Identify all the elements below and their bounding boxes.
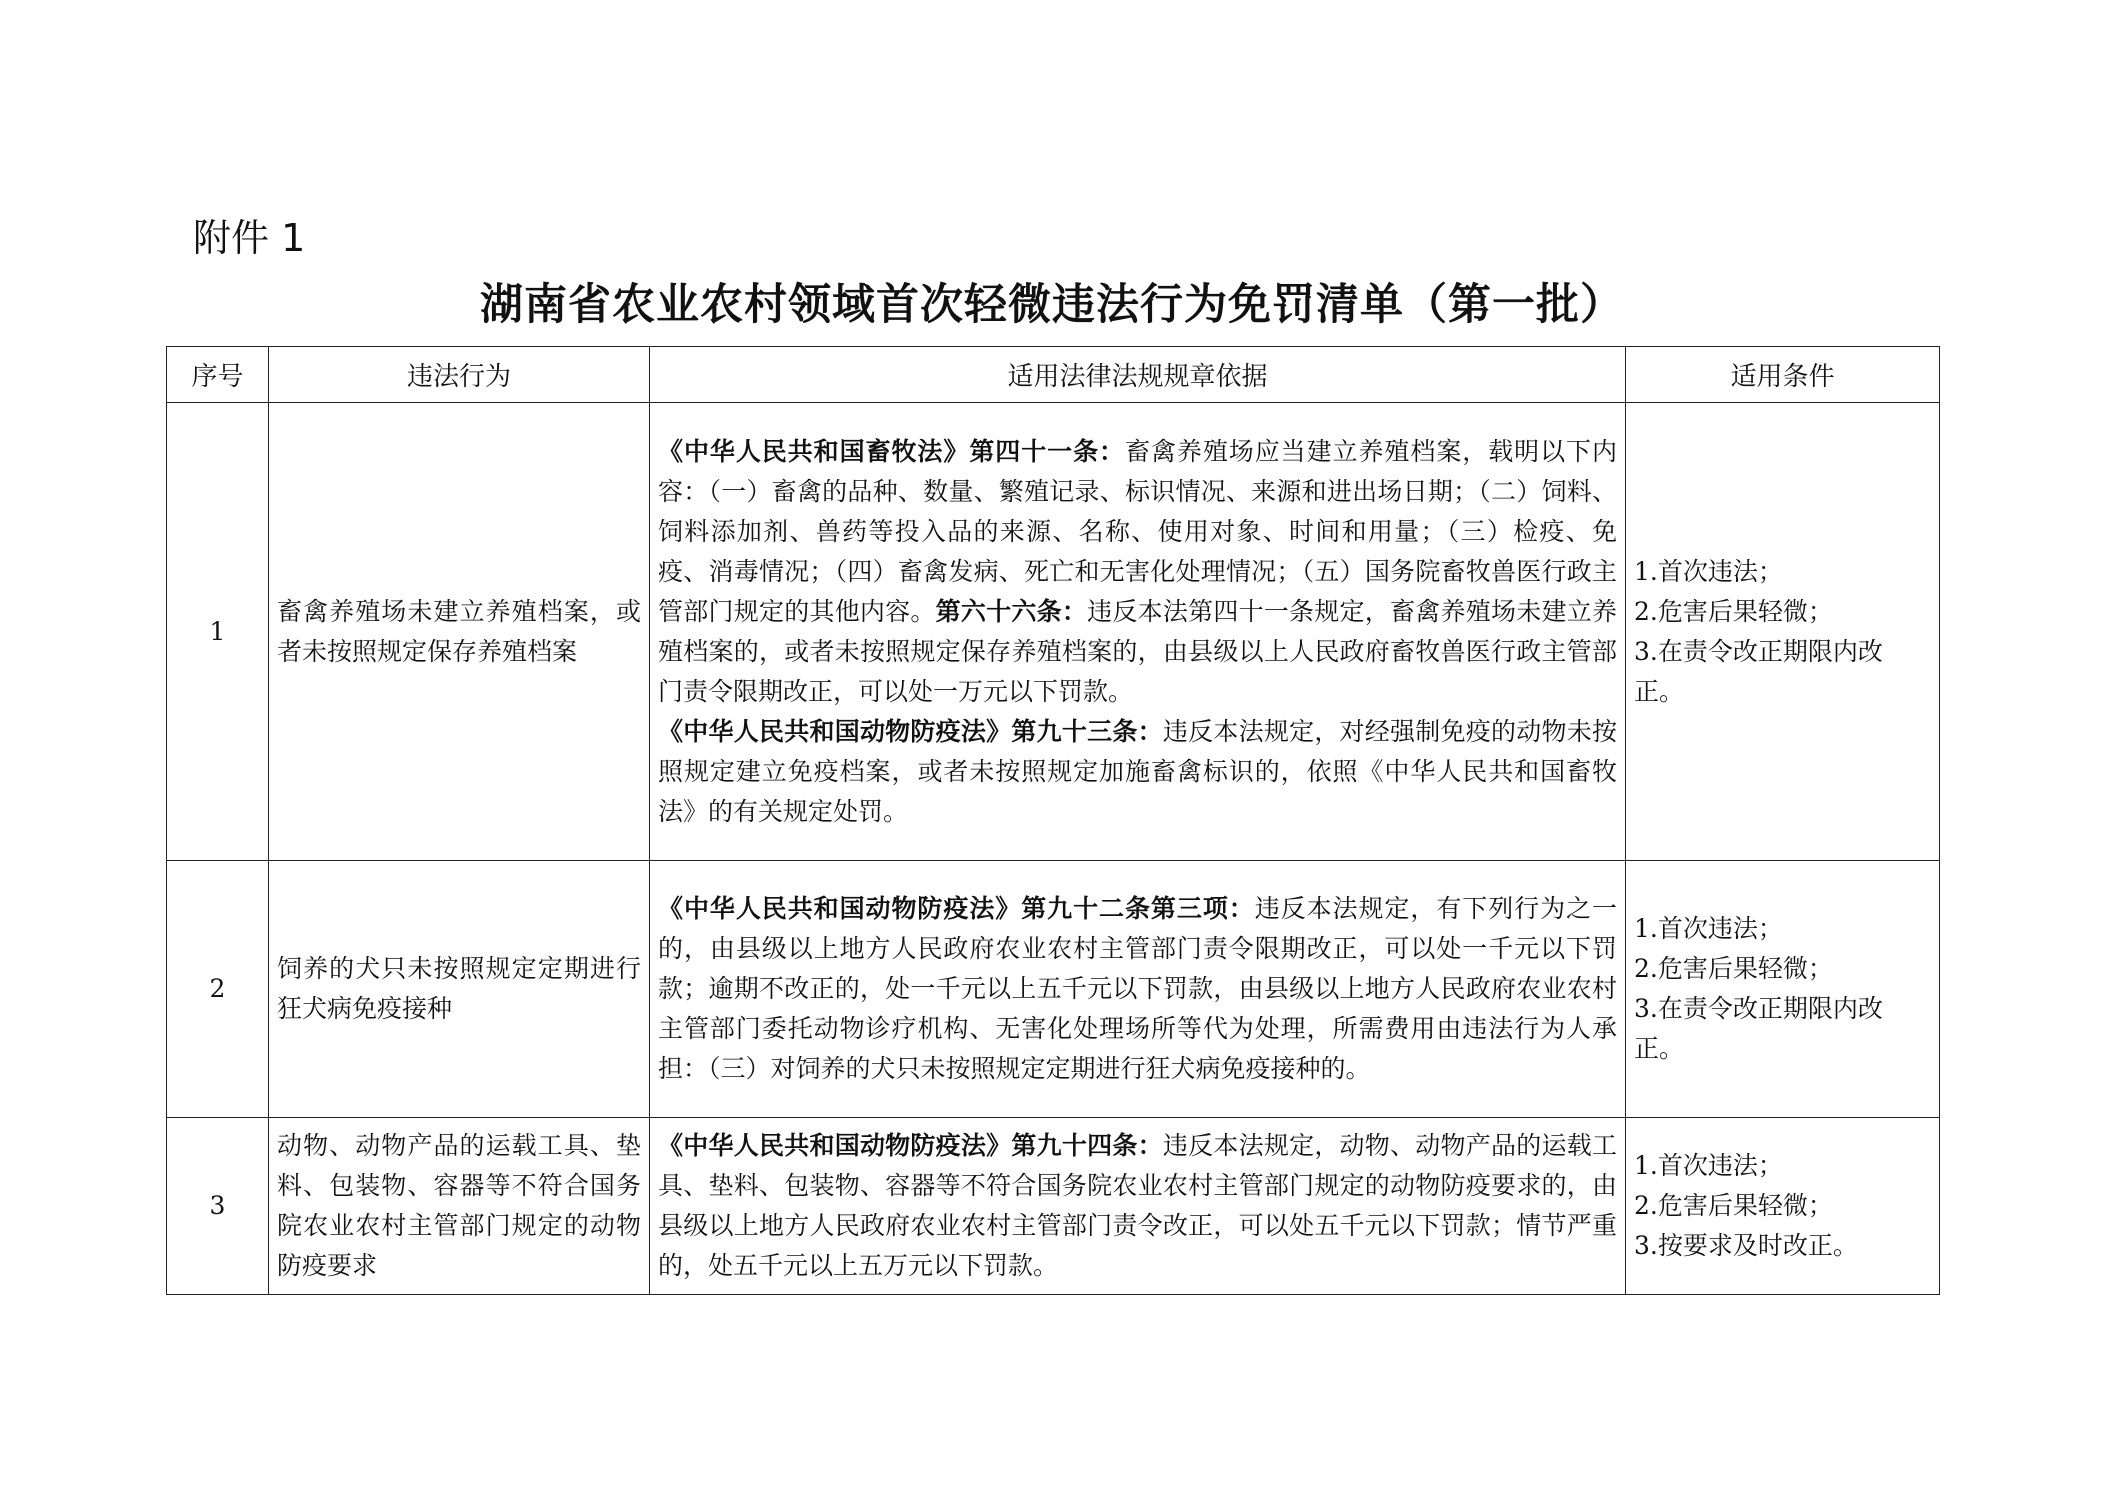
condition-item: 2.危害后果轻微； xyxy=(1634,1191,1833,1220)
basis-citation: 《中华人民共和国动物防疫法》第九十四条： xyxy=(658,1131,1163,1160)
basis-paragraph xyxy=(658,889,1617,1089)
condition-item: 3.按要求及时改正。 xyxy=(1634,1231,1858,1260)
basis-text: 违反本法规定，对经强制免疫的动物未按照规定建立免疫档案，或者未按照规定加施畜禽标识的，依照《中华人民共和国畜牧法》的有关规定处罚。 xyxy=(658,716,1617,826)
attachment-label: 附件 1 xyxy=(193,216,306,260)
condition-item: 3.在责令改正期限内改正。 xyxy=(1634,636,1883,706)
basis-paragraph xyxy=(658,1126,1617,1286)
column-header-basis: 适用法律法规规章依据 xyxy=(650,347,1626,403)
condition-item: 2.危害后果轻微； xyxy=(1634,954,1833,983)
column-header-conditions: 适用条件 xyxy=(1626,347,1940,403)
row-act: 饲养的犬只未按照规定定期进行狂犬病免疫接种 xyxy=(269,861,650,1118)
condition-item: 1.首次违法； xyxy=(1634,1151,1783,1180)
condition-item: 1.首次违法； xyxy=(1634,556,1783,586)
basis-citation: 第六十六条： xyxy=(935,596,1088,626)
basis-citation: 《中华人民共和国畜牧法》第四十一条： xyxy=(658,436,1125,466)
basis-text: 违反本法规定，有下列行为之一的，由县级以上地方人民政府农业农村主管部门责令限期改正，可以处一千元以下罚款；逾期不改正的，处一千元以上五千元以下罚款，由县级以上地方人民政府农业农村主管部门委托动物诊疗机构、无害化处理场所等代为处理，所需费用由违法行为人承担：（三）对饲养的犬只未按照规定定期进行狂犬病免疫接种的。 xyxy=(658,894,1617,1083)
table-row xyxy=(167,861,1940,1118)
basis-paragraph xyxy=(658,712,1617,832)
basis-text: 畜禽养殖场应当建立养殖档案，载明以下内容：（一）畜禽的品种、数量、繁殖记录、标识情况、来源和进出场日期；（二）饲料、饲料添加剂、兽药等投入品的来源、名称、使用对象、时间和用量；（三）检疫、免疫、消毒情况；（四）畜禽发病、死亡和无害化处理情况；（五）国务院畜牧兽医行政主管部门规定的其他内容。 xyxy=(658,436,1617,626)
row-act: 动物、动物产品的运载工具、垫料、包装物、容器等不符合国务院农业农村主管部门规定的动物防疫要求 xyxy=(269,1118,650,1295)
row-basis xyxy=(650,403,1626,861)
column-header-act: 违法行为 xyxy=(269,347,650,403)
basis-text: 违反本法第四十一条规定，畜禽养殖场未建立养殖档案的，或者未按照规定保存养殖档案的，由县级以上人民政府畜牧兽医行政主管部门责令限期改正，可以处一万元以下罚款。 xyxy=(658,596,1617,706)
row-conditions xyxy=(1626,1118,1940,1295)
condition-item: 1.首次违法； xyxy=(1634,914,1783,943)
row-conditions xyxy=(1626,403,1940,861)
basis-paragraph xyxy=(658,432,1617,712)
row-conditions xyxy=(1626,861,1940,1118)
row-seq: 1 xyxy=(167,403,269,861)
row-basis xyxy=(650,861,1626,1118)
table-row xyxy=(167,403,1940,861)
penalty-exemption-table xyxy=(166,346,1940,1295)
row-seq: 3 xyxy=(167,1118,269,1295)
basis-citation: 《中华人民共和国动物防疫法》第九十二条第三项： xyxy=(658,894,1255,923)
basis-text: 违反本法规定，动物、动物产品的运载工具、垫料、包装物、容器等不符合国务院农业农村主管部门规定的动物防疫要求的，由县级以上地方人民政府农业农村主管部门责令改正，可以处五千元以下罚款；情节严重的，处五千元以上五万元以下罚款。 xyxy=(658,1131,1617,1280)
table-row xyxy=(167,1118,1940,1295)
document-title: 湖南省农业农村领域首次轻微违法行为免罚清单（第一批） xyxy=(480,280,1624,330)
row-basis xyxy=(650,1118,1626,1295)
condition-item: 2.危害后果轻微； xyxy=(1634,596,1833,626)
column-header-seq: 序号 xyxy=(167,347,269,403)
condition-item: 3.在责令改正期限内改正。 xyxy=(1634,994,1883,1063)
basis-citation: 《中华人民共和国动物防疫法》第九十三条： xyxy=(658,716,1163,746)
row-act: 畜禽养殖场未建立养殖档案，或者未按照规定保存养殖档案 xyxy=(269,403,650,861)
row-seq: 2 xyxy=(167,861,269,1118)
table-header-row xyxy=(167,347,1940,403)
